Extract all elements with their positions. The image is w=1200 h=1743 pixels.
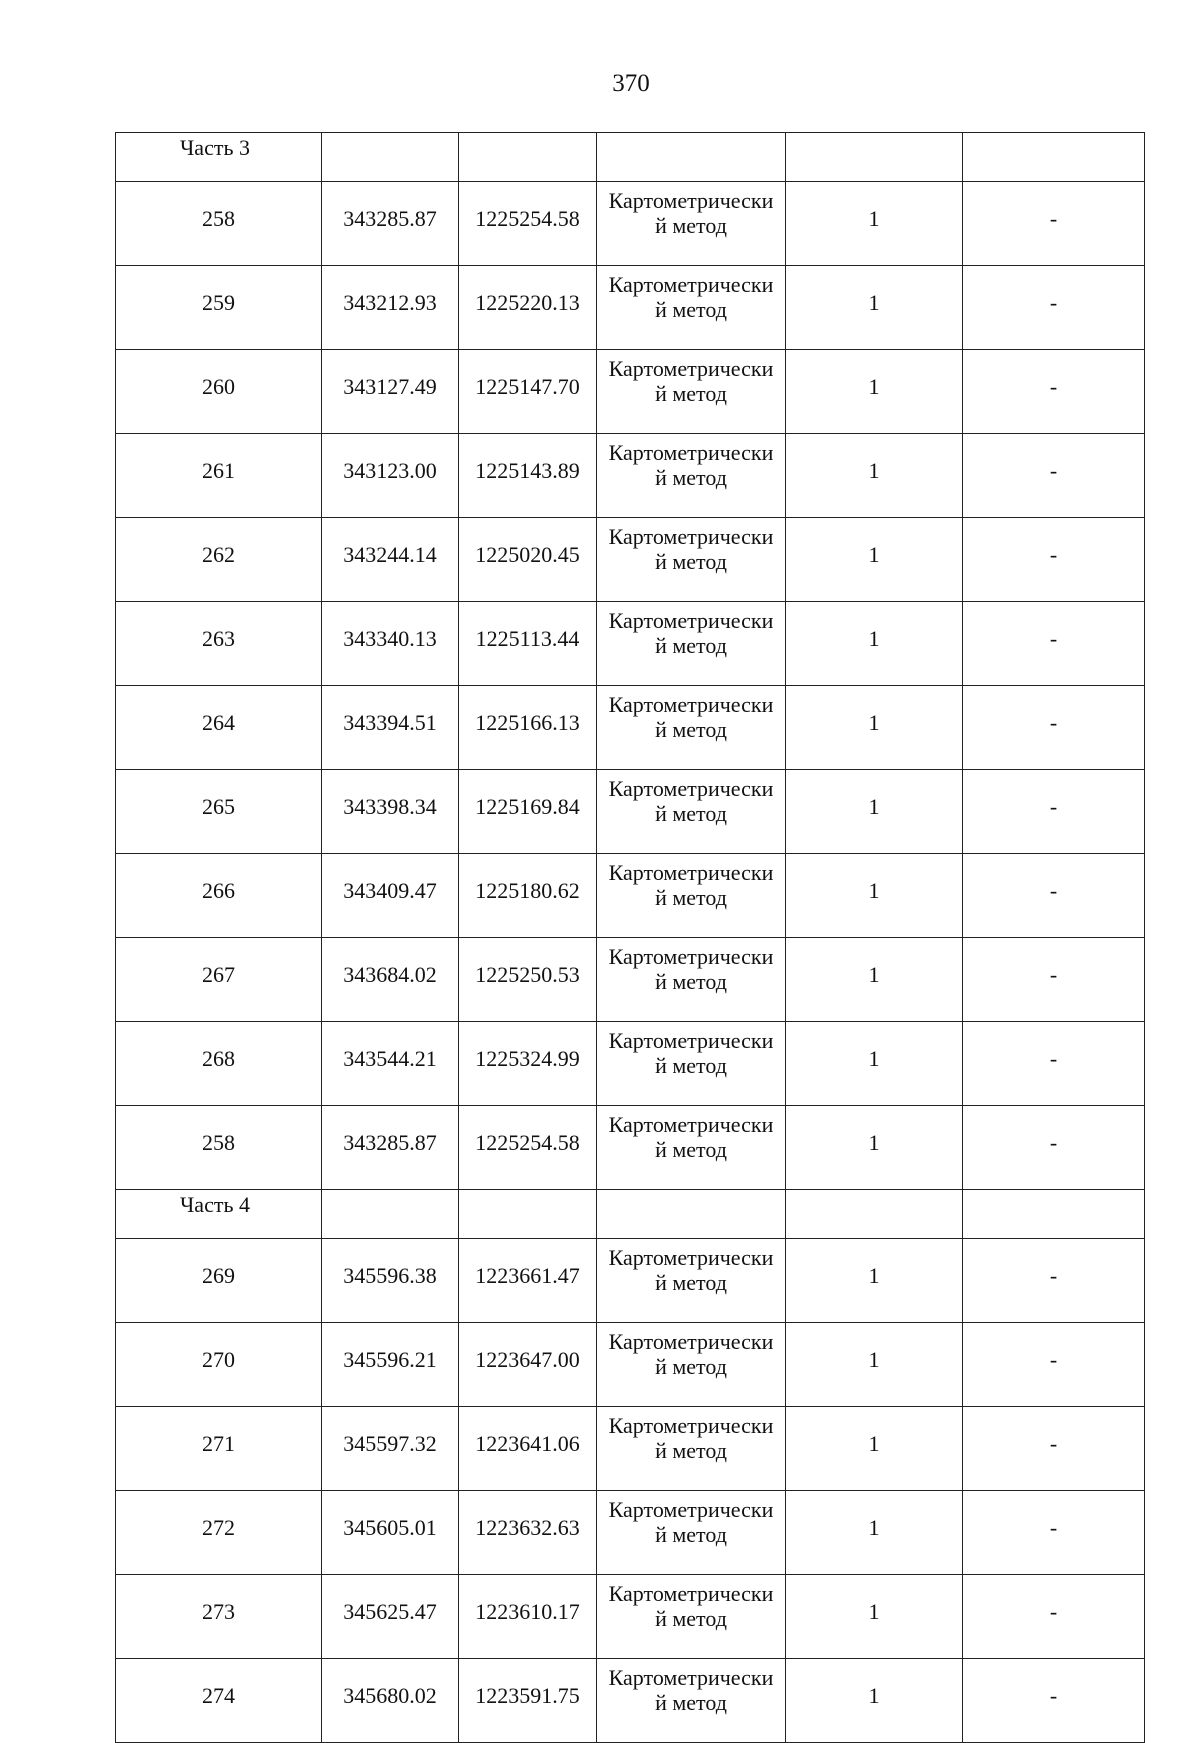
table-row (116, 1491, 1145, 1575)
method-text-line2: й метод (655, 1690, 727, 1715)
method-cell (597, 602, 786, 686)
note-cell: - (963, 1022, 1145, 1106)
table-row (116, 1407, 1145, 1491)
point-number-cell: 272 (116, 1491, 322, 1575)
y-coordinate-cell: 1225169.84 (459, 770, 597, 854)
method-text-line2: й метод (655, 1137, 727, 1162)
y-coordinate-cell: 1225147.70 (459, 350, 597, 434)
x-coordinate-cell: 345680.02 (322, 1659, 459, 1743)
point-number-cell: 270 (116, 1323, 322, 1407)
y-coordinate-cell: 1225254.58 (459, 182, 597, 266)
table-row (116, 1659, 1145, 1743)
point-number-cell: 264 (116, 686, 322, 770)
method-text-line2: й метод (655, 1522, 727, 1547)
table-row (116, 938, 1145, 1022)
note-cell: - (963, 770, 1145, 854)
y-coordinate-cell: 1225113.44 (459, 602, 597, 686)
accuracy-cell: 1 (786, 938, 963, 1022)
method-text-line2: й метод (655, 633, 727, 658)
y-coordinate-cell: 1225250.53 (459, 938, 597, 1022)
table-row (116, 770, 1145, 854)
point-number-cell: 268 (116, 1022, 322, 1106)
y-coordinate-cell: 1223610.17 (459, 1575, 597, 1659)
method-text-line1: Картометрически (608, 188, 774, 213)
note-cell: - (963, 854, 1145, 938)
accuracy-cell: 1 (786, 686, 963, 770)
method-cell (597, 1491, 786, 1575)
empty-cell (597, 133, 786, 182)
point-number-cell: 260 (116, 350, 322, 434)
accuracy-cell: 1 (786, 434, 963, 518)
point-number-cell: 271 (116, 1407, 322, 1491)
accuracy-cell: 1 (786, 1323, 963, 1407)
point-number-cell: 258 (116, 182, 322, 266)
accuracy-cell: 1 (786, 1659, 963, 1743)
table-row (116, 854, 1145, 938)
x-coordinate-cell: 345597.32 (322, 1407, 459, 1491)
table-row (116, 1022, 1145, 1106)
point-number-cell: 267 (116, 938, 322, 1022)
method-cell (597, 854, 786, 938)
y-coordinate-cell: 1223647.00 (459, 1323, 597, 1407)
accuracy-cell: 1 (786, 1022, 963, 1106)
method-cell (597, 182, 786, 266)
x-coordinate-cell: 343544.21 (322, 1022, 459, 1106)
method-text-line1: Картометрически (608, 356, 774, 381)
point-number-cell: 261 (116, 434, 322, 518)
method-cell (597, 518, 786, 602)
method-text-line1: Картометрически (608, 440, 774, 465)
y-coordinate-cell: 1225180.62 (459, 854, 597, 938)
x-coordinate-cell: 343340.13 (322, 602, 459, 686)
table-row (116, 1323, 1145, 1407)
x-coordinate-cell: 343394.51 (322, 686, 459, 770)
method-text-line2: й метод (655, 1354, 727, 1379)
coordinates-table (115, 132, 1145, 1743)
table-row (116, 1575, 1145, 1659)
x-coordinate-cell: 345625.47 (322, 1575, 459, 1659)
accuracy-cell: 1 (786, 602, 963, 686)
method-cell (597, 1659, 786, 1743)
section-label: Часть 4 (116, 1190, 322, 1239)
method-text-line2: й метод (655, 801, 727, 826)
table-row (116, 182, 1145, 266)
accuracy-cell: 1 (786, 1407, 963, 1491)
x-coordinate-cell: 343244.14 (322, 518, 459, 602)
method-cell (597, 266, 786, 350)
point-number-cell: 259 (116, 266, 322, 350)
accuracy-cell: 1 (786, 1575, 963, 1659)
method-text-line2: й метод (655, 381, 727, 406)
x-coordinate-cell: 343285.87 (322, 182, 459, 266)
y-coordinate-cell: 1223591.75 (459, 1659, 597, 1743)
method-cell (597, 434, 786, 518)
note-cell: - (963, 686, 1145, 770)
method-cell (597, 350, 786, 434)
x-coordinate-cell: 343409.47 (322, 854, 459, 938)
empty-cell (459, 133, 597, 182)
x-coordinate-cell: 343684.02 (322, 938, 459, 1022)
note-cell: - (963, 938, 1145, 1022)
empty-cell (322, 1190, 459, 1239)
x-coordinate-cell: 345605.01 (322, 1491, 459, 1575)
empty-cell (322, 133, 459, 182)
method-cell (597, 938, 786, 1022)
accuracy-cell: 1 (786, 350, 963, 434)
note-cell: - (963, 1575, 1145, 1659)
method-text-line1: Картометрически (608, 1665, 774, 1690)
empty-cell (786, 1190, 963, 1239)
section-header-row (116, 133, 1145, 182)
accuracy-cell: 1 (786, 770, 963, 854)
y-coordinate-cell: 1225254.58 (459, 1106, 597, 1190)
accuracy-cell: 1 (786, 518, 963, 602)
y-coordinate-cell: 1223641.06 (459, 1407, 597, 1491)
note-cell: - (963, 1106, 1145, 1190)
method-text-line1: Картометрически (608, 776, 774, 801)
method-text-line1: Картометрически (608, 608, 774, 633)
accuracy-cell: 1 (786, 182, 963, 266)
method-text-line2: й метод (655, 969, 727, 994)
method-text-line1: Картометрически (608, 272, 774, 297)
table-row (116, 518, 1145, 602)
method-text-line1: Картометрически (608, 1112, 774, 1137)
note-cell: - (963, 1323, 1145, 1407)
method-text-line1: Картометрически (608, 1497, 774, 1522)
empty-cell (597, 1190, 786, 1239)
table-row (116, 1239, 1145, 1323)
method-text-line1: Картометрически (608, 860, 774, 885)
point-number-cell: 265 (116, 770, 322, 854)
note-cell: - (963, 182, 1145, 266)
method-text-line1: Картометрически (608, 1028, 774, 1053)
y-coordinate-cell: 1223661.47 (459, 1239, 597, 1323)
method-cell (597, 1022, 786, 1106)
y-coordinate-cell: 1225220.13 (459, 266, 597, 350)
method-text-line1: Картометрически (608, 1329, 774, 1354)
method-cell (597, 1407, 786, 1491)
section-header-row (116, 1190, 1145, 1239)
method-cell (597, 686, 786, 770)
table-row (116, 686, 1145, 770)
point-number-cell: 262 (116, 518, 322, 602)
method-text-line1: Картометрически (608, 1581, 774, 1606)
table-row (116, 350, 1145, 434)
x-coordinate-cell: 345596.21 (322, 1323, 459, 1407)
accuracy-cell: 1 (786, 1491, 963, 1575)
x-coordinate-cell: 345596.38 (322, 1239, 459, 1323)
method-cell (597, 1575, 786, 1659)
accuracy-cell: 1 (786, 854, 963, 938)
note-cell: - (963, 350, 1145, 434)
note-cell: - (963, 602, 1145, 686)
method-text-line2: й метод (655, 297, 727, 322)
accuracy-cell: 1 (786, 1239, 963, 1323)
note-cell: - (963, 518, 1145, 602)
empty-cell (963, 1190, 1145, 1239)
x-coordinate-cell: 343285.87 (322, 1106, 459, 1190)
method-cell (597, 1323, 786, 1407)
method-text-line2: й метод (655, 1438, 727, 1463)
y-coordinate-cell: 1225324.99 (459, 1022, 597, 1106)
method-cell (597, 1106, 786, 1190)
method-text-line2: й метод (655, 1606, 727, 1631)
method-text-line2: й метод (655, 549, 727, 574)
note-cell: - (963, 1239, 1145, 1323)
table-row (116, 1106, 1145, 1190)
note-cell: - (963, 1659, 1145, 1743)
point-number-cell: 273 (116, 1575, 322, 1659)
method-text-line1: Картометрически (608, 1245, 774, 1270)
method-cell (597, 1239, 786, 1323)
page-number: 370 (612, 70, 650, 97)
note-cell: - (963, 266, 1145, 350)
empty-cell (786, 133, 963, 182)
coordinates-table-body (116, 133, 1145, 1743)
x-coordinate-cell: 343127.49 (322, 350, 459, 434)
note-cell: - (963, 1407, 1145, 1491)
point-number-cell: 269 (116, 1239, 322, 1323)
x-coordinate-cell: 343212.93 (322, 266, 459, 350)
method-text-line2: й метод (655, 465, 727, 490)
x-coordinate-cell: 343398.34 (322, 770, 459, 854)
method-text-line2: й метод (655, 213, 727, 238)
accuracy-cell: 1 (786, 266, 963, 350)
point-number-cell: 266 (116, 854, 322, 938)
method-text-line1: Картометрически (608, 524, 774, 549)
method-text-line1: Картометрически (608, 944, 774, 969)
table-row (116, 602, 1145, 686)
method-text-line2: й метод (655, 1270, 727, 1295)
method-text-line2: й метод (655, 1053, 727, 1078)
y-coordinate-cell: 1225143.89 (459, 434, 597, 518)
section-label: Часть 3 (116, 133, 322, 182)
method-cell (597, 770, 786, 854)
empty-cell (459, 1190, 597, 1239)
y-coordinate-cell: 1225020.45 (459, 518, 597, 602)
table-row (116, 434, 1145, 518)
method-text-line1: Картометрически (608, 692, 774, 717)
table-row (116, 266, 1145, 350)
empty-cell (963, 133, 1145, 182)
method-text-line1: Картометрически (608, 1413, 774, 1438)
method-text-line2: й метод (655, 717, 727, 742)
y-coordinate-cell: 1223632.63 (459, 1491, 597, 1575)
method-text-line2: й метод (655, 885, 727, 910)
point-number-cell: 258 (116, 1106, 322, 1190)
x-coordinate-cell: 343123.00 (322, 434, 459, 518)
point-number-cell: 274 (116, 1659, 322, 1743)
point-number-cell: 263 (116, 602, 322, 686)
note-cell: - (963, 434, 1145, 518)
note-cell: - (963, 1491, 1145, 1575)
y-coordinate-cell: 1225166.13 (459, 686, 597, 770)
accuracy-cell: 1 (786, 1106, 963, 1190)
